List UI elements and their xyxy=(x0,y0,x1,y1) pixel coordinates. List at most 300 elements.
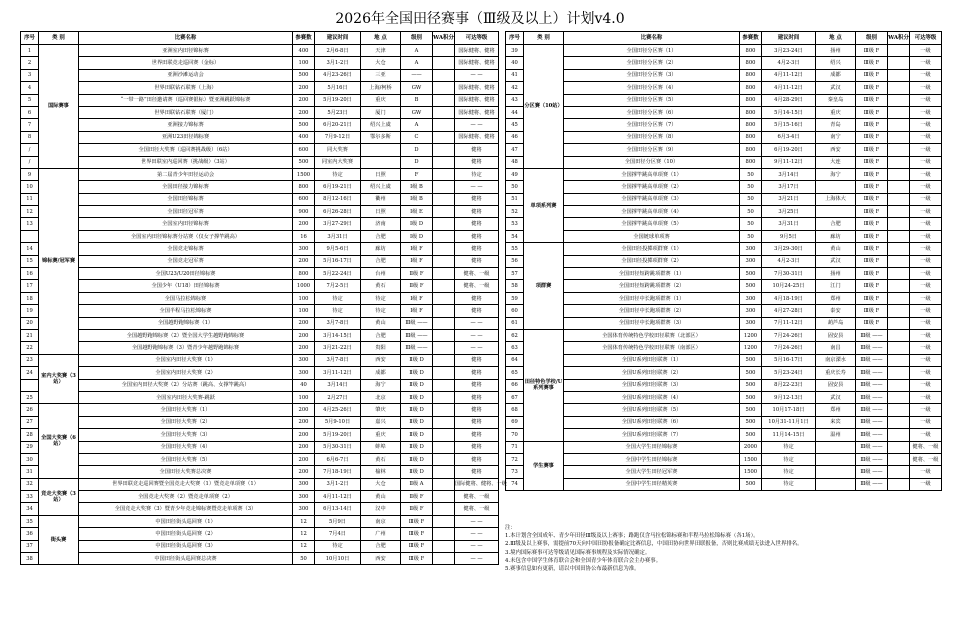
event-level: Ⅱ级 D xyxy=(401,453,433,465)
participant-count: 800 xyxy=(293,181,315,193)
event-level: Ⅱ级 F xyxy=(401,280,433,292)
event-date: 4月11-12日 xyxy=(762,69,816,81)
row-number: 36 xyxy=(21,528,39,540)
event-date: 5月23-24日 xyxy=(762,367,816,379)
event-level: Ⅲ级 F xyxy=(856,156,888,168)
event-location: 合肥 xyxy=(816,218,856,230)
column-header: 类 别 xyxy=(39,32,79,45)
achievable-grade: — — xyxy=(455,540,499,552)
table-header-row xyxy=(506,32,942,45)
note-line: 2.Ⅲ级及以上赛事，需提前70天向中国田协报备确定比赛信息，中国田协向世界田联报备，否则比赛成绩无法进入世界排名。 xyxy=(505,541,803,548)
event-level: Ⅲ级 F xyxy=(856,305,888,317)
event-location: 郑州 xyxy=(816,404,856,416)
row-number xyxy=(21,230,39,242)
row-number: 4 xyxy=(21,82,39,94)
table-row xyxy=(21,466,499,478)
column-header: 参赛数 xyxy=(740,32,762,45)
wa-points xyxy=(433,255,455,267)
table-row xyxy=(506,243,942,255)
table-row xyxy=(21,292,499,304)
event-date: 6月20-21日 xyxy=(315,119,361,131)
event-name: 全国田径分区赛（9） xyxy=(564,144,740,156)
participant-count: 400 xyxy=(293,131,315,143)
event-name: “一带一路”田径邀请赛（巡回赛银标）暨亚洲跳跃锦标赛 xyxy=(79,94,293,106)
event-date: 10月10日 xyxy=(315,553,361,565)
event-name: 全国撑竿跳高单项赛（4） xyxy=(564,206,740,218)
achievable-grade: 健将 xyxy=(455,255,499,267)
achievable-grade: 健将 xyxy=(455,466,499,478)
wa-points xyxy=(433,466,455,478)
achievable-grade: 一级 xyxy=(910,94,942,106)
achievable-grade: — — xyxy=(455,329,499,341)
event-location: 日照 xyxy=(361,168,401,180)
participant-count: 500 xyxy=(740,478,762,490)
event-name: 全国体育传统特色学校田径联赛（南部区） xyxy=(564,342,740,354)
event-name: 全国田径中长跑项群赛（3） xyxy=(564,317,740,329)
event-name: 全国田径中长跑项群赛（2） xyxy=(564,305,740,317)
participant-count: 500 xyxy=(740,367,762,379)
event-date: 6月19-21日 xyxy=(315,181,361,193)
achievable-grade: 国际健将、健将 xyxy=(455,82,499,94)
table-row xyxy=(21,503,499,515)
participant-count: 200 xyxy=(293,329,315,341)
event-date: 3月23-24日 xyxy=(762,45,816,57)
event-location: 葫芦岛 xyxy=(816,317,856,329)
event-location: 海宁 xyxy=(361,379,401,391)
row-number: 12 xyxy=(21,206,39,218)
event-level: Ⅲ级 —— xyxy=(401,317,433,329)
event-location: 合肥 xyxy=(361,329,401,341)
participant-count: 500 xyxy=(293,69,315,81)
event-name: 全国田径大奖赛（4） xyxy=(79,441,293,453)
event-name: 全国室内田径锦标赛分站赛（仅女子撑竿跳高） xyxy=(79,230,293,242)
event-date: 5月23日 xyxy=(315,106,361,118)
table-row xyxy=(21,528,499,540)
event-date: 5月16-17日 xyxy=(315,255,361,267)
event-date: 4月27-28日 xyxy=(762,305,816,317)
wa-points xyxy=(433,94,455,106)
event-level: Ⅱ级 D xyxy=(401,441,433,453)
column-header: 序号 xyxy=(21,32,39,45)
row-number: 40 xyxy=(506,57,524,69)
achievable-grade: 待定 xyxy=(455,168,499,180)
event-name: 中国田径街头巡回赛（2） xyxy=(79,528,293,540)
table-row xyxy=(21,69,499,81)
wa-points xyxy=(433,218,455,230)
event-name: 全国田径分区赛（1） xyxy=(564,45,740,57)
achievable-grade: 一级 xyxy=(910,342,942,354)
event-level: B xyxy=(401,94,433,106)
event-name: 全国U系列田径联赛（6） xyxy=(564,416,740,428)
event-date: 3月1-2日 xyxy=(315,57,361,69)
wa-points xyxy=(888,416,910,428)
table-row xyxy=(506,144,942,156)
wa-points xyxy=(888,230,910,242)
achievable-grade: 一级 xyxy=(910,144,942,156)
event-location: 重庆 xyxy=(816,106,856,118)
event-level: Ⅲ级 F xyxy=(856,144,888,156)
schedule-table-left xyxy=(20,31,507,565)
table-row xyxy=(506,168,942,180)
table-row xyxy=(21,168,499,180)
wa-points xyxy=(433,119,455,131)
event-name: 全国田径投掷项群赛（1） xyxy=(564,243,740,255)
event-level: Ⅲ级 —— xyxy=(856,329,888,341)
wa-points xyxy=(888,329,910,341)
event-date: 4月28-29日 xyxy=(762,94,816,106)
wa-points xyxy=(888,317,910,329)
achievable-grade: 国际健将、健将 xyxy=(455,57,499,69)
participant-count: 1200 xyxy=(740,342,762,354)
wa-points xyxy=(433,206,455,218)
event-date: 3月27-29日 xyxy=(315,218,361,230)
table-row xyxy=(506,181,942,193)
event-location: 黄山 xyxy=(361,491,401,503)
event-location: 西安 xyxy=(361,553,401,565)
table-row xyxy=(21,553,499,565)
participant-count: 1500 xyxy=(293,168,315,180)
row-number: 35 xyxy=(21,515,39,527)
table-row xyxy=(21,329,499,341)
event-name: 全国U系列田径联赛（5） xyxy=(564,404,740,416)
participant-count: 300 xyxy=(740,255,762,267)
row-number: / xyxy=(21,156,39,168)
row-number: 11 xyxy=(21,193,39,205)
participant-count: 200 xyxy=(293,317,315,329)
column-header: 序号 xyxy=(506,32,524,45)
achievable-grade: 一级 xyxy=(910,69,942,81)
row-number: 63 xyxy=(506,342,524,354)
table-row xyxy=(506,82,942,94)
event-location: 廊坊 xyxy=(816,230,856,242)
event-level: Ⅲ级 —— xyxy=(856,478,888,490)
column-header: WA积分 xyxy=(888,32,910,45)
column-header: 可达等级 xyxy=(455,32,499,45)
event-location: 秦皇岛 xyxy=(816,94,856,106)
achievable-grade: 一级 xyxy=(910,230,942,242)
wa-points xyxy=(888,69,910,81)
achievable-grade: 一级 xyxy=(910,429,942,441)
row-number: 1 xyxy=(21,45,39,57)
event-date: 8月22-23日 xyxy=(762,379,816,391)
event-location xyxy=(361,156,401,168)
event-level: Ⅰ级 F xyxy=(401,243,433,255)
event-location: 榆林 xyxy=(361,466,401,478)
event-level: GW xyxy=(401,82,433,94)
row-number: 60 xyxy=(506,305,524,317)
event-name: 全国大学生田径冠军赛 xyxy=(564,466,740,478)
event-date: 5月19-20日 xyxy=(315,94,361,106)
event-location: 黄山 xyxy=(816,243,856,255)
event-name: 中国田径街头巡回赛总决赛 xyxy=(79,553,293,565)
wa-points xyxy=(433,268,455,280)
event-date: 5月15-16日 xyxy=(762,119,816,131)
table-row xyxy=(21,354,499,366)
event-name: 世界田联钻石联赛（厦门） xyxy=(79,106,293,118)
wa-points xyxy=(433,305,455,317)
row-number: 17 xyxy=(21,280,39,292)
event-date: 2月6-8日 xyxy=(315,45,361,57)
event-name: 全国马拉松锦标赛 xyxy=(79,292,293,304)
event-level: Ⅰ级 F xyxy=(401,255,433,267)
table-row xyxy=(21,268,499,280)
row-number: 61 xyxy=(506,317,524,329)
event-location: 郑州 xyxy=(816,292,856,304)
participant-count: 800 xyxy=(740,82,762,94)
event-level: Ⅱ级 D xyxy=(401,379,433,391)
wa-points xyxy=(888,478,910,490)
event-date: 待定 xyxy=(315,292,361,304)
participant-count: 300 xyxy=(293,491,315,503)
achievable-grade: 国际健将、健将 xyxy=(455,94,499,106)
achievable-grade: 一级 xyxy=(910,292,942,304)
wa-points xyxy=(433,181,455,193)
event-date: 待定 xyxy=(762,466,816,478)
event-level: Ⅲ级 —— xyxy=(856,404,888,416)
category-cell: 竞走大奖赛（3站） xyxy=(39,478,79,515)
event-name: 全国越野跑锦标赛（1） xyxy=(79,317,293,329)
event-location: 重庆长寿 xyxy=(816,367,856,379)
achievable-grade: 一级 xyxy=(910,218,942,230)
wa-points xyxy=(888,181,910,193)
table-row xyxy=(21,441,499,453)
event-date: 4月11-12日 xyxy=(315,491,361,503)
participant-count: 200 xyxy=(293,342,315,354)
wa-points xyxy=(888,354,910,366)
wa-points xyxy=(888,82,910,94)
event-name: 全国少年（U18）田径锦标赛 xyxy=(79,280,293,292)
event-name: 全国竞走大奖赛（2）暨竞走单项赛（2） xyxy=(79,491,293,503)
event-date: 待定 xyxy=(762,478,816,490)
table-row xyxy=(506,317,942,329)
participant-count: 300 xyxy=(740,305,762,317)
event-level: Ⅲ级 F xyxy=(856,218,888,230)
table-row xyxy=(506,391,942,403)
participant-count: 16 xyxy=(293,230,315,242)
event-level: D xyxy=(401,156,433,168)
wa-points xyxy=(888,94,910,106)
event-date: 待定 xyxy=(315,168,361,180)
participant-count: 200 xyxy=(293,218,315,230)
event-date: 2月27日 xyxy=(315,391,361,403)
table-row xyxy=(506,404,942,416)
event-date: 3月31日 xyxy=(315,230,361,242)
event-date: 3月14-15日 xyxy=(315,329,361,341)
row-number: 46 xyxy=(506,131,524,143)
achievable-grade: 健将 xyxy=(455,416,499,428)
row-number: 43 xyxy=(506,94,524,106)
event-level: Ⅲ级 —— xyxy=(856,429,888,441)
participant-count: 300 xyxy=(293,503,315,515)
event-level: Ⅲ级 F xyxy=(856,131,888,143)
row-number: 48 xyxy=(506,156,524,168)
event-level: Ⅲ级 F xyxy=(856,230,888,242)
wa-points xyxy=(433,416,455,428)
table-row xyxy=(21,280,499,292)
table-row xyxy=(21,478,499,490)
table-row xyxy=(21,367,499,379)
wa-points xyxy=(888,218,910,230)
table-row xyxy=(506,453,942,465)
event-date: 10月31-11月1日 xyxy=(762,416,816,428)
row-number: 57 xyxy=(506,268,524,280)
event-date: 待定 xyxy=(315,540,361,552)
column-header: 参赛数 xyxy=(293,32,315,45)
participant-count: 600 xyxy=(293,144,315,156)
wa-points xyxy=(433,553,455,565)
wa-points xyxy=(433,515,455,527)
event-level: Ⅲ级 F xyxy=(401,540,433,552)
event-location: 大仓 xyxy=(361,57,401,69)
table-row xyxy=(506,429,942,441)
category-cell: 田径特色学校/U系列赛事 xyxy=(524,329,564,441)
event-date: 6月19-20日 xyxy=(762,144,816,156)
participant-count: 600 xyxy=(293,193,315,205)
event-level: Ⅲ级 —— xyxy=(856,354,888,366)
wa-points xyxy=(433,329,455,341)
event-level: A xyxy=(401,119,433,131)
event-location: 扬州 xyxy=(816,268,856,280)
event-level: F xyxy=(401,168,433,180)
achievable-grade: 一级 xyxy=(910,367,942,379)
event-location: 廊坊 xyxy=(361,243,401,255)
event-date: 5月9-10日 xyxy=(315,416,361,428)
event-level: Ⅲ级 F xyxy=(401,515,433,527)
event-date: 7月30-31日 xyxy=(762,268,816,280)
row-number: 45 xyxy=(506,119,524,131)
event-location: 台州 xyxy=(361,268,401,280)
participant-count: 100 xyxy=(293,292,315,304)
wa-points xyxy=(433,230,455,242)
table-row xyxy=(21,94,499,106)
table-row xyxy=(21,540,499,552)
event-name: 世界田联室内巡回赛（挑战级）（3站） xyxy=(79,156,293,168)
participant-count: 12 xyxy=(293,540,315,552)
achievable-grade: 一级 xyxy=(910,206,942,218)
wa-points xyxy=(888,268,910,280)
event-level: Ⅲ级 —— xyxy=(856,453,888,465)
table-row xyxy=(506,441,942,453)
column-header: 级别 xyxy=(401,32,433,45)
event-date: 9月5日 xyxy=(762,230,816,242)
achievable-grade: 健将、一级 xyxy=(455,503,499,515)
event-name: 全国竞走锦标赛 xyxy=(79,243,293,255)
achievable-grade: 一级 xyxy=(910,416,942,428)
achievable-grade: — — xyxy=(455,528,499,540)
participant-count: 300 xyxy=(293,367,315,379)
wa-points xyxy=(433,441,455,453)
participant-count: 40 xyxy=(293,379,315,391)
event-date: 5月30-31日 xyxy=(315,441,361,453)
participant-count: 50 xyxy=(740,168,762,180)
category-cell: 全国大奖赛（6站） xyxy=(39,404,79,478)
event-level: Ⅲ级 F xyxy=(856,82,888,94)
event-level: Ⅲ级 F xyxy=(856,268,888,280)
achievable-grade: 健将、一级 xyxy=(455,268,499,280)
event-date: 6月6-7日 xyxy=(315,453,361,465)
row-number: 13 xyxy=(21,218,39,230)
event-date: 9月11-12日 xyxy=(762,156,816,168)
wa-points xyxy=(888,429,910,441)
wa-points xyxy=(888,206,910,218)
event-name: 全国链球单项赛 xyxy=(564,230,740,242)
table-row xyxy=(21,45,499,57)
participant-count: 500 xyxy=(740,416,762,428)
table-row xyxy=(21,181,499,193)
achievable-grade: 国际健将、健将 xyxy=(455,45,499,57)
achievable-grade: 健将、一级 xyxy=(455,491,499,503)
row-number: 8 xyxy=(21,131,39,143)
participant-count: 100 xyxy=(293,391,315,403)
event-name: 全国U系列田径联赛（4） xyxy=(564,391,740,403)
event-date: 3月1-2日 xyxy=(315,478,361,490)
event-location: 武汉 xyxy=(816,391,856,403)
event-name: 全国中学生田径精英赛 xyxy=(564,478,740,490)
event-date: 3月17日 xyxy=(762,181,816,193)
event-date: 4月23-26日 xyxy=(315,69,361,81)
table-row xyxy=(506,354,942,366)
table-row xyxy=(21,144,499,156)
event-name: 全国田径接力锦标赛 xyxy=(79,181,293,193)
achievable-grade: 健将 xyxy=(455,367,499,379)
event-location: 西安 xyxy=(361,354,401,366)
row-number: 18 xyxy=(21,292,39,304)
event-name: 全国田径分区赛（8） xyxy=(564,131,740,143)
achievable-grade: 健将 xyxy=(455,305,499,317)
event-date: 7月24-26日 xyxy=(762,342,816,354)
table-row xyxy=(21,391,499,403)
achievable-grade: — — xyxy=(455,119,499,131)
event-location: 汉中 xyxy=(361,503,401,515)
row-number: 59 xyxy=(506,292,524,304)
event-level: Ⅱ级 D xyxy=(401,391,433,403)
row-number: 74 xyxy=(506,478,524,490)
participant-count: 300 xyxy=(293,354,315,366)
table-row xyxy=(21,515,499,527)
participant-count: 500 xyxy=(740,391,762,403)
table-row xyxy=(506,305,942,317)
row-number: 56 xyxy=(506,255,524,267)
event-location: 绍兴 xyxy=(816,57,856,69)
table-row xyxy=(506,255,942,267)
event-level: Ⅲ级 —— xyxy=(401,329,433,341)
event-name: 全国竞走大奖赛（3）暨青少年竞走锦标赛暨竞走单项赛（3） xyxy=(79,503,293,515)
achievable-grade: 健将 xyxy=(455,404,499,416)
row-number: 62 xyxy=(506,329,524,341)
event-date: 5月9日 xyxy=(315,515,361,527)
event-level: Ⅲ级 —— xyxy=(856,441,888,453)
participant-count: 500 xyxy=(293,156,315,168)
event-location: 嘉兴 xyxy=(361,416,401,428)
row-number: 28 xyxy=(21,429,39,441)
event-level: A xyxy=(401,45,433,57)
participant-count: 800 xyxy=(293,268,315,280)
note-line: 3.境内国际赛事可达等级请见国际赛事规程及实际情况确定。 xyxy=(505,549,651,556)
row-number: 20 xyxy=(21,317,39,329)
table-row xyxy=(21,305,499,317)
achievable-grade: 健将 xyxy=(455,230,499,242)
table-row xyxy=(21,342,499,354)
event-date: 5月16-17日 xyxy=(762,354,816,366)
table-row xyxy=(506,466,942,478)
event-location: 南京 xyxy=(361,515,401,527)
event-date: 9月5-6日 xyxy=(315,243,361,255)
category-cell: 锦标赛/冠军赛 xyxy=(39,168,79,354)
event-level: Ⅲ级 F xyxy=(856,168,888,180)
wa-points xyxy=(433,82,455,94)
event-name: 全国田径大奖赛（2） xyxy=(79,416,293,428)
table-row xyxy=(506,329,942,341)
